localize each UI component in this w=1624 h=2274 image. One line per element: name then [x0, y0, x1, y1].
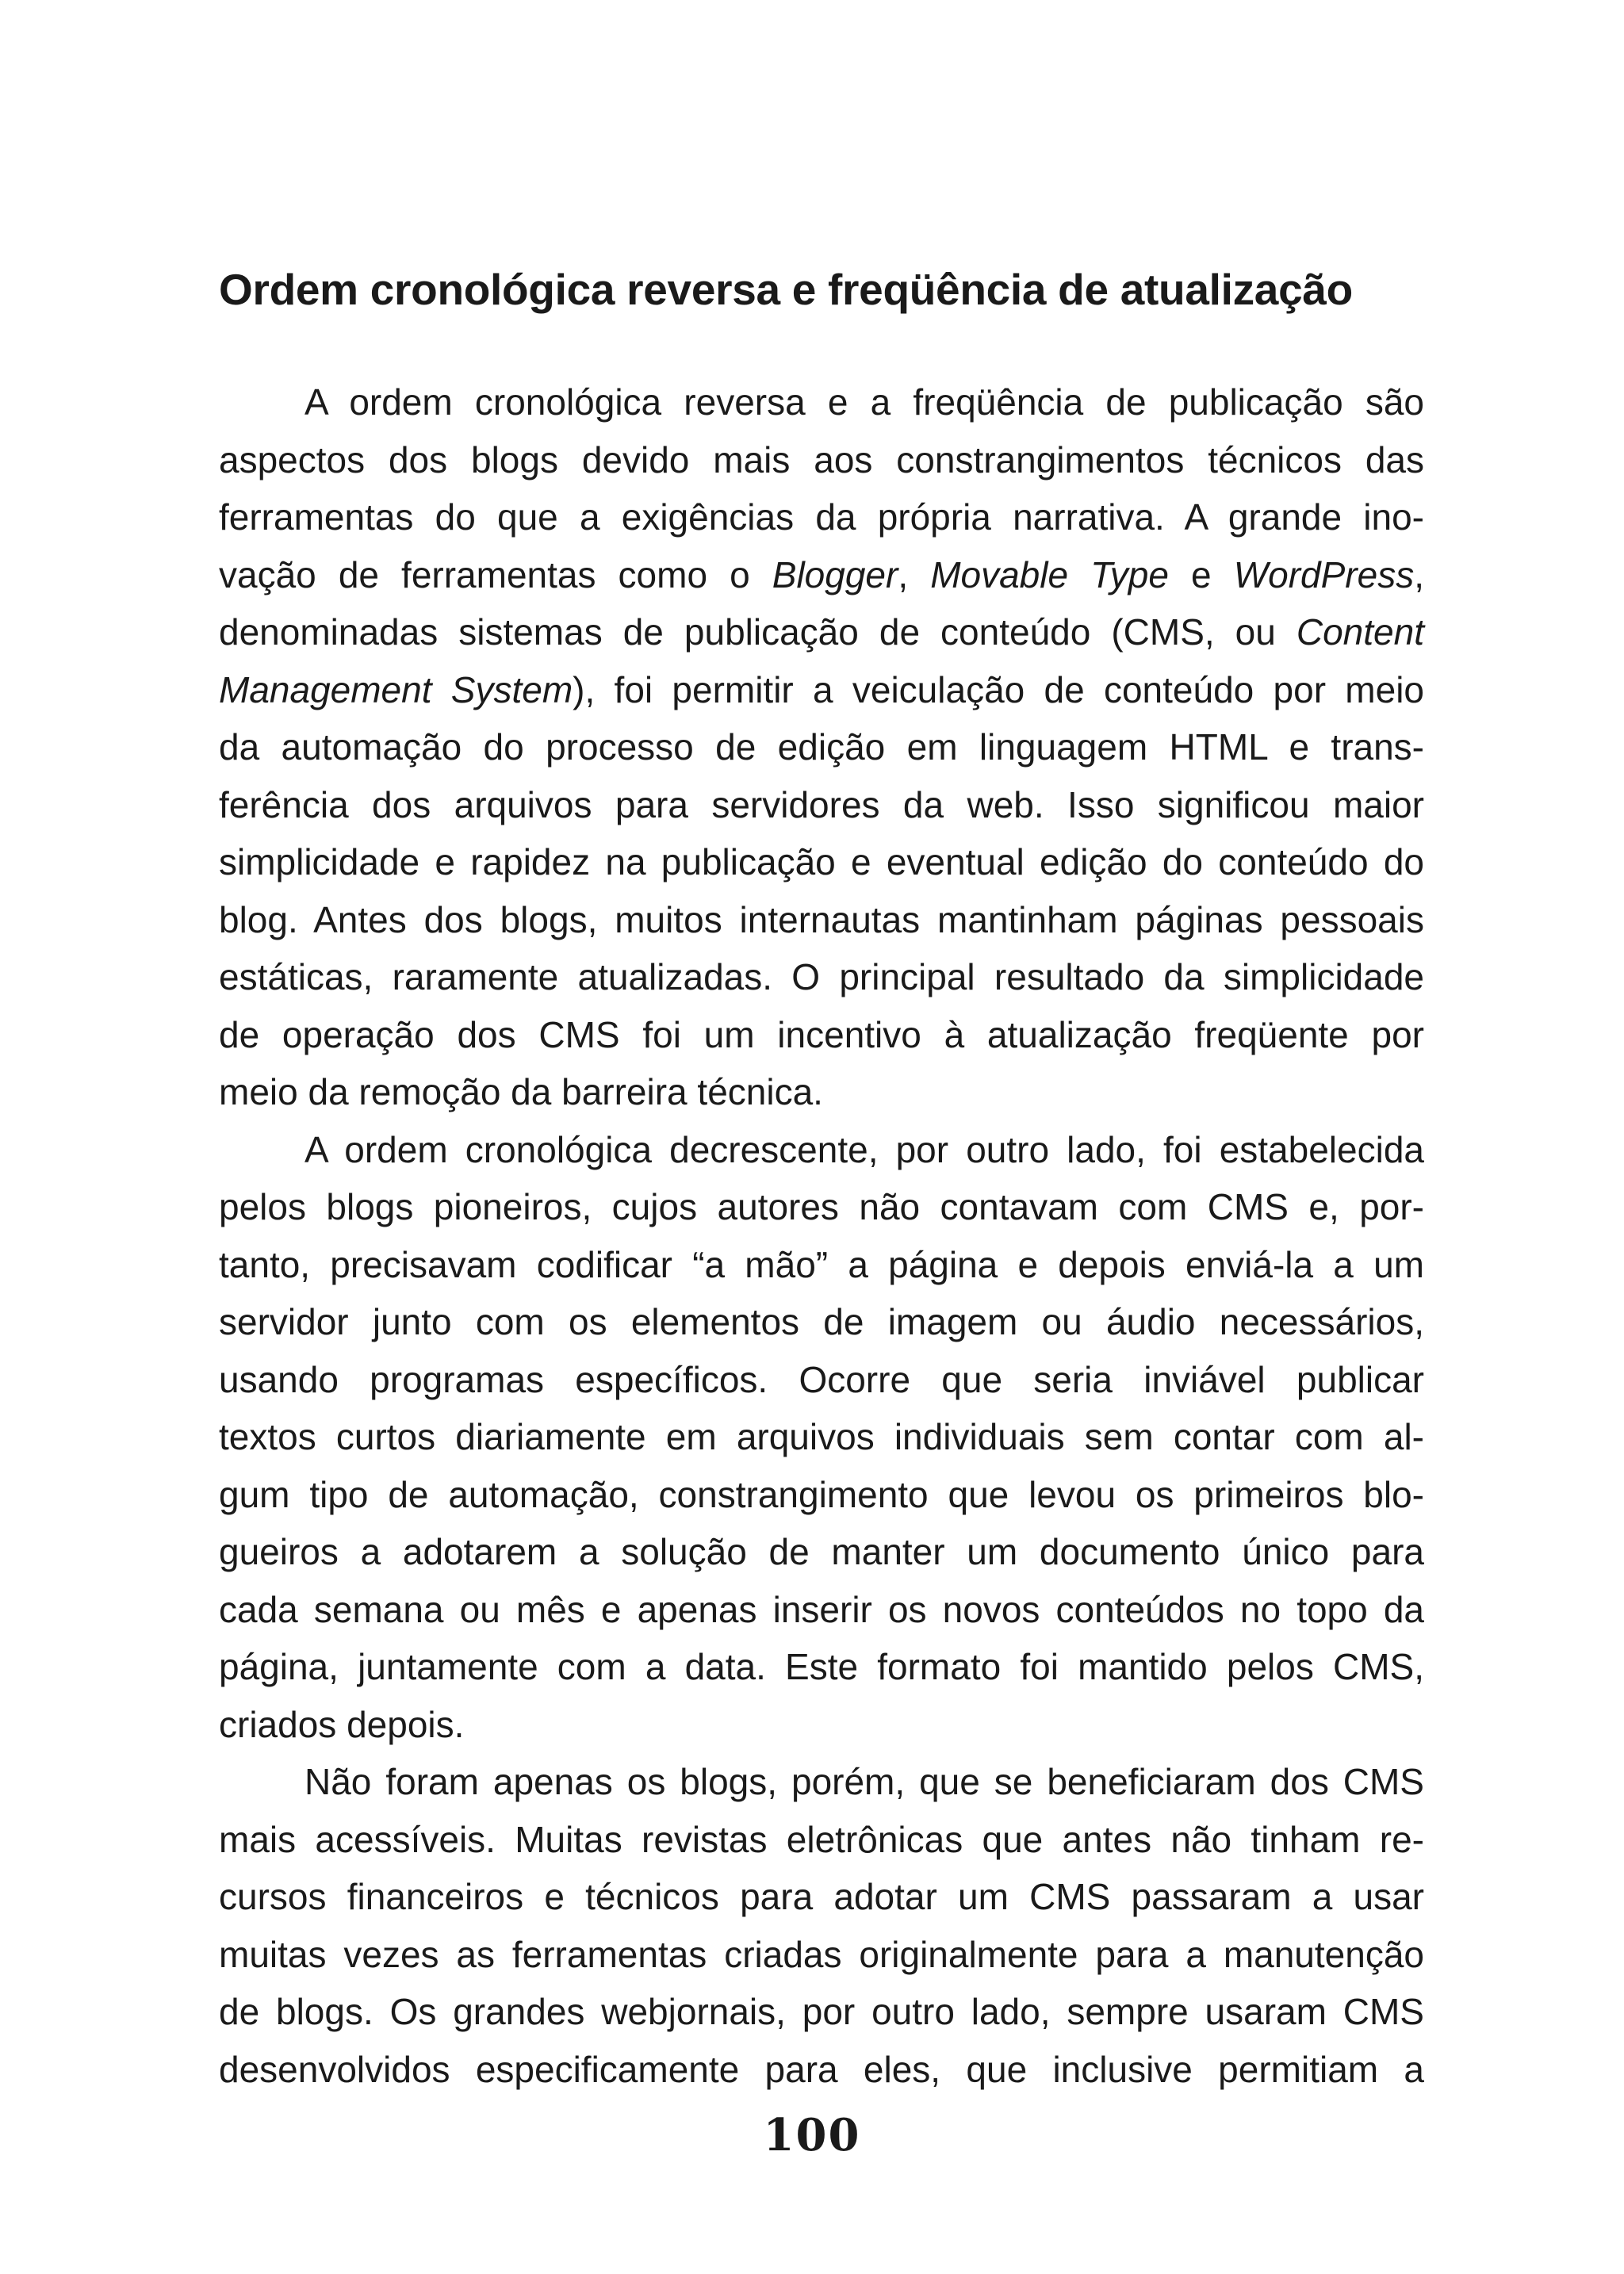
text-run: simplicidade e rapidez na publicação e eventual edição do conteúdo do — [219, 841, 1424, 882]
text-run: blog. Antes dos blogs, muitos internautas mantinham páginas pessoais — [219, 898, 1424, 940]
text-line — [219, 948, 1424, 1006]
text-line — [219, 1696, 1424, 1754]
text-line — [219, 1006, 1424, 1064]
text-line — [219, 546, 1424, 604]
paragraph — [219, 1121, 1424, 1754]
text-line — [219, 603, 1424, 661]
text-line — [219, 1983, 1424, 2041]
section-heading: Ordem cronológica reversa e freqüência de atualização — [219, 265, 1353, 314]
text-run: A ordem cronológica reversa e a freqüência de publicação são — [304, 381, 1424, 423]
text-run: servidor junto com os elementos de imagem ou áudio necessários, — [219, 1301, 1424, 1342]
paragraph — [219, 373, 1424, 1121]
italic-term: Blogger — [772, 553, 898, 595]
text-line — [219, 1926, 1424, 1984]
text-line — [219, 488, 1424, 546]
italic-term: Movable Type — [930, 553, 1169, 595]
text-line — [219, 1236, 1424, 1294]
text-line — [219, 1523, 1424, 1581]
text-run: de blogs. Os grandes webjornais, por outro lado, sempre usaram CMS — [219, 1991, 1424, 2032]
text-run: gueiros a adotarem a solução de manter um documento único para — [219, 1531, 1424, 1572]
text-run: de operação dos CMS foi um incentivo à atualização freqüente por — [219, 1013, 1424, 1055]
text-line — [219, 833, 1424, 891]
text-run: ferramentas do que a exigências da própria narrativa. A grande ino- — [219, 496, 1424, 538]
text-run: muitas vezes as ferramentas criadas originalmente para a manutenção — [219, 1933, 1424, 1975]
text-line — [219, 1178, 1424, 1236]
text-run: da automação do processo de edição em linguagem HTML e trans- — [219, 726, 1424, 768]
italic-term: WordPress — [1233, 553, 1415, 595]
text-run: , — [898, 553, 931, 595]
text-run: pelos blogs pioneiros, cujos autores não contavam com CMS e, por- — [219, 1186, 1424, 1227]
paragraph — [219, 1753, 1424, 2098]
text-run: página, juntamente com a data. Este formato foi mantido pelos CMS, — [219, 1646, 1424, 1687]
text-line — [219, 1293, 1424, 1351]
text-run: mais acessíveis. Muitas revistas eletrônicas que antes não tinham re- — [219, 1818, 1424, 1860]
text-run: textos curtos diariamente em arquivos individuais sem contar com al- — [219, 1416, 1424, 1457]
page-number: 100 — [763, 2109, 861, 2161]
text-line — [219, 1753, 1424, 1811]
text-line — [219, 891, 1424, 949]
text-line — [219, 1638, 1424, 1696]
text-line — [219, 1408, 1424, 1466]
text-line — [219, 2041, 1424, 2099]
text-run: gum tipo de automação, constrangimento que levou os primeiros blo- — [219, 1473, 1424, 1515]
text-run: cursos financeiros e técnicos para adotar um CMS passaram a usar — [219, 1876, 1424, 1917]
text-run: A ordem cronológica decrescente, por outro lado, foi estabelecida — [304, 1128, 1424, 1170]
text-line — [219, 1466, 1424, 1524]
text-run: ferência dos arquivos para servidores da web. Isso significou maior — [219, 783, 1424, 825]
text-run: ), foi permitir a veiculação de conteúdo por meio — [573, 668, 1424, 710]
text-run: aspectos dos blogs devido mais aos constrangimentos técnicos das — [219, 438, 1424, 480]
text-line — [219, 1063, 1424, 1121]
text-line — [219, 431, 1424, 489]
text-run: Não foram apenas os blogs, porém, que se beneficiaram dos CMS — [304, 1761, 1424, 1802]
text-run: denominadas sistemas de publicação de conteúdo (CMS, ou — [219, 611, 1297, 653]
text-run: criados depois. — [219, 1703, 465, 1745]
text-run: desenvolvidos especificamente para eles, que inclusive permitiam a — [219, 2048, 1424, 2090]
text-line — [219, 1581, 1424, 1639]
text-run: vação de ferramentas como o — [219, 553, 772, 595]
text-line — [219, 1811, 1424, 1869]
text-line — [219, 718, 1424, 776]
page-content — [219, 262, 1424, 2098]
text-line — [219, 373, 1424, 431]
text-line — [219, 1121, 1424, 1179]
italic-term: Content — [1296, 611, 1424, 653]
text-line — [219, 1868, 1424, 1926]
text-run: estáticas, raramente atualizadas. O principal resultado da simplicidade — [219, 956, 1424, 997]
text-line — [219, 1351, 1424, 1409]
text-line — [219, 661, 1424, 719]
text-run: cada semana ou mês e apenas inserir os novos conteúdos no topo da — [219, 1588, 1424, 1630]
text-run: meio da remoção da barreira técnica. — [219, 1071, 823, 1112]
text-run: usando programas específicos. Ocorre que seria inviável publicar — [219, 1358, 1424, 1400]
body-text — [219, 373, 1424, 2098]
italic-term: Management System — [219, 668, 573, 710]
text-run: tanto, precisavam codificar “a mão” a página e depois enviá-la a um — [219, 1243, 1424, 1285]
text-run: , — [1414, 553, 1424, 595]
text-run: e — [1168, 553, 1234, 595]
text-line — [219, 776, 1424, 834]
